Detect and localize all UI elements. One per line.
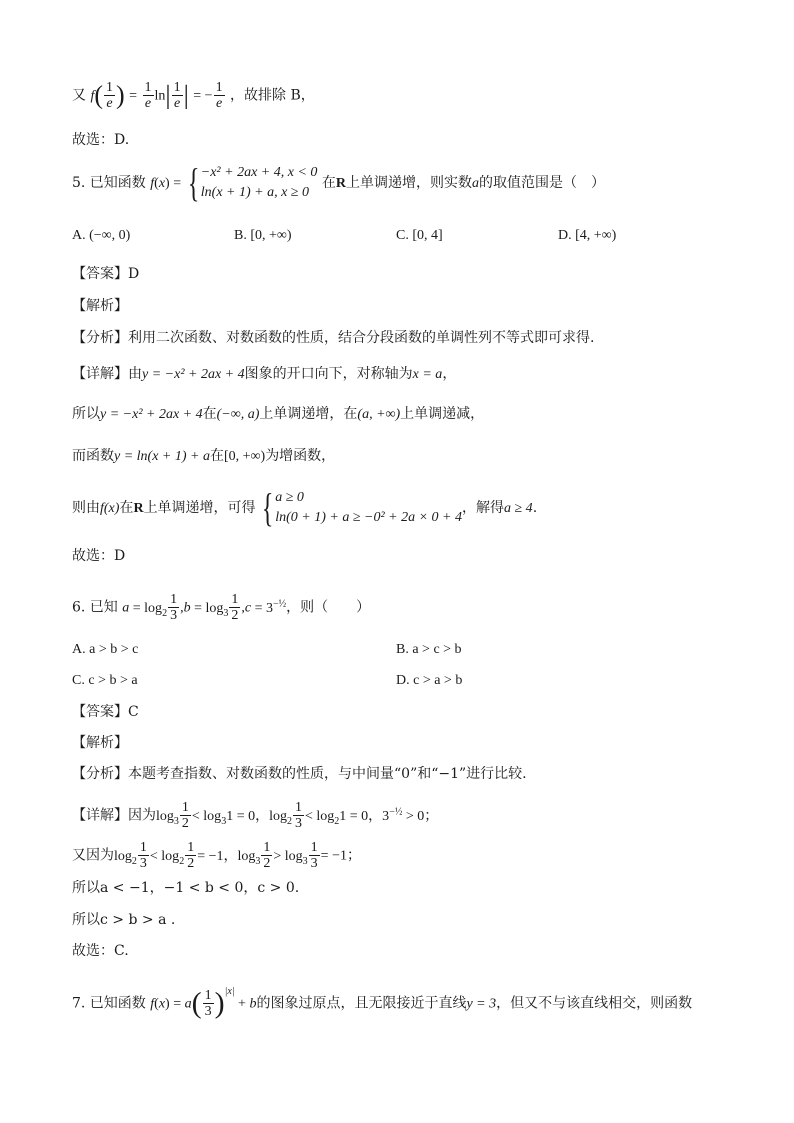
- text: 7. 已知函数: [72, 995, 146, 1012]
- q5-option-d: D. [4, +∞): [558, 228, 617, 243]
- text: 【详解】因为: [72, 807, 156, 824]
- q6-detail-2: 又因为$\log_2$ $\frac{1}{3}$ < $\log_2$ $\frac{1}{2}$ = −1，$\log_3$ $\frac{1}{2}$ > $\log_3$ $\frac{1}{3}$ = −1；: [72, 840, 361, 871]
- text: 在: [209, 448, 224, 464]
- text: 又因为: [72, 847, 114, 864]
- q5-detail-1: [72, 364, 456, 385]
- q5-option-a: A. (−∞, 0): [72, 228, 131, 243]
- text: 图象的开口向下，对称轴为: [244, 366, 413, 382]
- text: .: [532, 500, 538, 516]
- q5-detail-2: [72, 404, 484, 425]
- text: ，但又不与该直线相交，则函数: [496, 995, 693, 1012]
- q6-option-c: C. c > b > a: [72, 673, 138, 688]
- line-exclude-b: 又 f( $\frac{1}{e}$ ) = $\frac{1}{e}$ ln| $\frac{1}{e}$ | = − $\frac{1}{e}$ ，故排除 B，: [72, 80, 315, 111]
- case-1: −x² + 2ax + 4, x < 0: [200, 165, 318, 180]
- text: 的取值范围是（ ）: [478, 175, 605, 191]
- choose-d-1: 故选：D.: [72, 132, 130, 148]
- q6-detail-4: 所以c > b > a .: [72, 912, 176, 928]
- text: 在: [321, 175, 336, 191]
- text: (a, +∞): [357, 407, 401, 422]
- q6-option-b: B. a > c > b: [396, 642, 462, 657]
- case-2: ln(x + 1) + a, x ≥ 0: [200, 185, 309, 200]
- q6-detail-1: 【详解】因为$\log_3$ $\frac{1}{2}$ < $\log_31 = 0$，$\log_2$ $\frac{1}{3}$ < $\log_21 = 0$，$3^{-\frac{1}{2}} > 0$；: [72, 800, 439, 831]
- text: f(x): [100, 501, 120, 516]
- text: 【详解】由: [72, 366, 142, 382]
- question-7: 7. 已知函数 f(x) = a( $\frac{1}{3}$ )$^{|x|}$ + b的图象过原点，且无限接近于直线y = 3，但又不与该直线相交，则函数: [72, 985, 693, 1020]
- text: (−∞, a): [216, 407, 260, 422]
- text: 上单调递增，则实数: [345, 175, 472, 191]
- q5-jiexi: 【解析】: [72, 298, 128, 314]
- text: 则由: [72, 500, 100, 516]
- q5-choose: 故选：D: [72, 548, 126, 564]
- case-2: ln(0 + 1) + a ≥ −0² + 2a × 0 + 4: [275, 510, 462, 525]
- text: y = 3: [466, 996, 497, 1012]
- text: 为增函数，: [265, 448, 336, 464]
- text: y = ln(x + 1) + a: [114, 449, 210, 464]
- q6-option-a: A. a > b > c: [72, 642, 139, 657]
- text: y = −x² + 2ax + 4: [100, 407, 203, 422]
- text: 6. 已知: [72, 599, 118, 616]
- text: a: [471, 176, 479, 191]
- q5-answer: 【答案】D: [72, 266, 140, 282]
- q5-option-c: C. [0, 4]: [396, 228, 443, 243]
- q5-option-b: B. [0, +∞): [234, 228, 292, 243]
- q6-option-d: D. c > a > b: [396, 673, 463, 688]
- q6-detail-3: 所以a < −1，−1 < b < 0，c > 0.: [72, 880, 300, 896]
- text: 而函数: [72, 448, 114, 464]
- question-5: 5. 已知函数 f(x) = { −x² + 2ax + 4, x < 0 ln(x + 1) + a, x ≥ 0 在R上单调递增，则实数a的取值范围是（ ）: [72, 160, 605, 205]
- text: 又: [72, 87, 86, 104]
- q5-detail-3: [72, 446, 335, 467]
- text: 上单调递增，可得: [143, 500, 256, 516]
- q6-jiexi: 【解析】: [72, 735, 128, 751]
- text: ，: [442, 366, 457, 382]
- q6-analysis: 【分析】本题考查指数、对数函数的性质，与中间量“0”和“−1”进行比较.: [72, 766, 527, 782]
- text: R: [335, 176, 346, 191]
- question-6: 6. 已知 $a = \log_2$ $\frac{1}{3}$ $,b = \log_3$ $\frac{1}{2}$ $,c = 3^{-\frac{1}{2}}$，则（ ）: [72, 592, 371, 623]
- text: 5. 已知函数: [72, 175, 146, 191]
- text: 上单调递增，在: [259, 406, 358, 422]
- text: a ≥ 4: [504, 501, 533, 516]
- case-1: a ≥ 0: [275, 490, 304, 505]
- q6-choose: 故选：C.: [72, 943, 129, 959]
- text: ，故排除 B，: [230, 87, 315, 104]
- text: x = a: [412, 367, 443, 382]
- text: 在: [119, 500, 134, 516]
- text: 上单调递减，: [400, 406, 485, 422]
- q5-detail-4: 则由f(x)在R上单调递增，可得 { a ≥ 0 ln(0 + 1) + a ≥ −0² + 2a × 0 + 4 ，解得a ≥ 4.: [72, 485, 538, 530]
- text: R: [133, 501, 144, 516]
- text: ，则（ ）: [286, 599, 371, 616]
- text: 所以: [72, 406, 100, 422]
- text: ，解得: [462, 500, 504, 516]
- q6-answer: 【答案】C: [72, 704, 139, 720]
- text: 的图象过原点，且无限接近于直线: [256, 995, 467, 1012]
- text: y = −x² + 2ax + 4: [142, 367, 245, 382]
- q5-analysis: 【分析】利用二次函数、对数函数的性质，结合分段函数的单调性列不等式即可求得.: [72, 330, 595, 346]
- text: [0, +∞): [223, 449, 266, 464]
- text: 在: [202, 406, 217, 422]
